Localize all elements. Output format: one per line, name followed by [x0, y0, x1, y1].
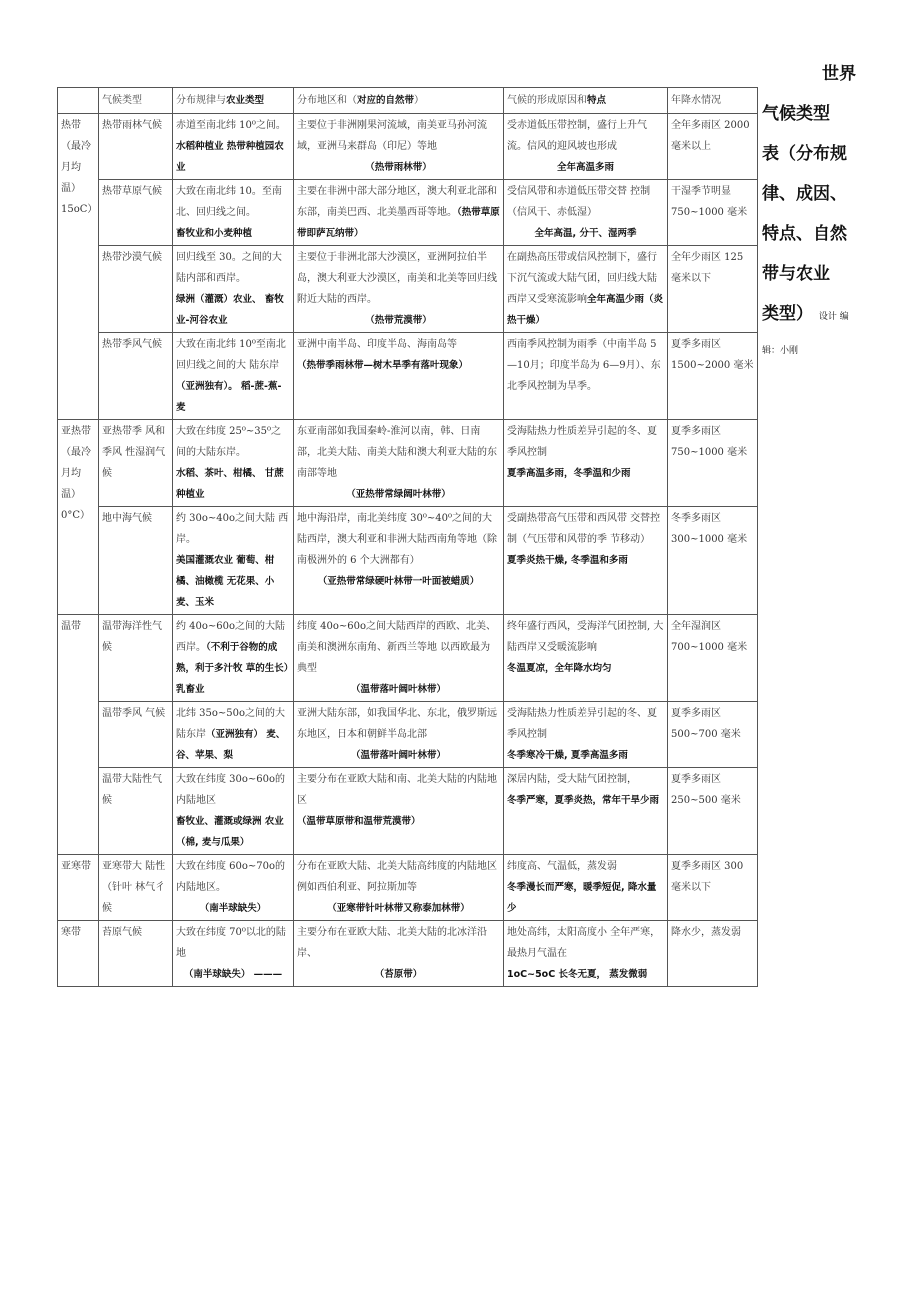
climate-table	[57, 87, 758, 987]
climate-name: 苔原气候	[99, 921, 173, 987]
area-cell: 分布在亚欧大陆、北美大陆高纬度的内陆地区例如西伯利亚、阿拉斯加等 （亚寒带针叶林带又称泰加林带）	[294, 855, 504, 921]
title-line: 类型） 设计 编	[762, 304, 849, 324]
cause-cell: 终年盛行西风，受海洋气团控制, 大陆西岸又受暖流影响 冬温夏凉，全年降水均匀	[504, 615, 668, 702]
header-row	[58, 88, 758, 114]
zone-cell: 亚热带（最冷月均温）0°C）	[58, 420, 99, 615]
climate-name: 热带雨林气候	[99, 114, 173, 180]
precip-cell: 干湿季节明显 750~1000 毫米	[668, 180, 758, 246]
table-row	[58, 615, 758, 702]
header-rule: 分布规律与农业类型	[173, 88, 294, 114]
header-climate: 气候类型	[99, 88, 173, 114]
rule-cell: 大致在南北纬 10⁰至南北回归线之间的大 陆东岸（亚洲独有）。 稻-蔗-蕉-麦	[173, 333, 294, 420]
table-row	[58, 768, 758, 855]
author-credit: 设计 编	[818, 312, 849, 322]
rule-cell: 北纬 35o~50o之间的大陆东岸（亚洲独有） 麦、谷、苹果、梨	[173, 702, 294, 768]
header-zone	[58, 88, 99, 114]
cause-cell: 受海陆热力性质差异引起的冬、夏季风控制 冬季寒冷干燥, 夏季高温多雨	[504, 702, 668, 768]
rule-cell: 回归线至 30。之间的大陆内部和西岸。 绿洲（灌溉）农业、 畜牧业-河谷农业	[173, 246, 294, 333]
climate-name: 温带大陆性气候	[99, 768, 173, 855]
zone-cell: 热带（最冷月均温）15oC）	[58, 114, 99, 420]
cause-cell: 深居内陆，受大陆气团控制， 冬季严寒，夏季炎热，常年干旱少雨	[504, 768, 668, 855]
area-cell: 纬度 40o~60o之间大陆西岸的西欧、北美、南美和澳洲东南角、新西兰等地 以西欧最为典型 （温带落叶阔叶林带）	[294, 615, 504, 702]
table-row	[58, 180, 758, 246]
rule-cell: 赤道至南北纬 10⁰之间。 水稻种植业 热带种植园农业	[173, 114, 294, 180]
cause-cell: 西南季风控制为雨季（中南半岛 5—10月；印度半岛为 6—9月）、东北季风控制为旱季。	[504, 333, 668, 420]
zone-cell: 亚寒带	[58, 855, 99, 921]
area-cell: 主要分布在亚欧大陆和南、北美大陆的内陆地区 （温带草原带和温带荒漠带）	[294, 768, 504, 855]
area-cell: 东亚南部如我国秦岭-淮河以南，韩、日南部，北美大陆、南美大陆和澳大利亚大陆的东南部等地 （亚热带常绿阔叶林带）	[294, 420, 504, 507]
cause-cell: 在副热高压带或信风控制下，盛行下沉气流或大陆气团，回归线大陆西岸又受寒流影响全年高温少雨（炎热干燥）	[504, 246, 668, 333]
climate-name: 地中海气候	[99, 507, 173, 615]
table-row	[58, 420, 758, 507]
title-line: 世界	[822, 64, 856, 84]
precip-cell: 夏季多雨区 250~500 毫米	[668, 768, 758, 855]
area-cell: 主要在非洲中部大部分地区，澳大利亚北部和东部，南美巴西、北美墨西哥等地。（热带草原带即萨瓦纳带）	[294, 180, 504, 246]
rule-cell: 大致在纬度 30o~60o的内陆地区 畜牧业、灌溉或绿洲 农业（棉, 麦与瓜果）	[173, 768, 294, 855]
climate-name: 亚热带季 风和季风 性湿润气 候	[99, 420, 173, 507]
author-credit-cont: 辑：小刚	[762, 346, 799, 356]
title-line: 带与农业	[762, 264, 830, 284]
table-row	[58, 114, 758, 180]
precip-cell: 降水少，蒸发弱	[668, 921, 758, 987]
title-line: 特点、自然	[762, 224, 847, 244]
area-cell: 主要位于非洲北部大沙漠区，亚洲阿拉伯半岛，澳大利亚大沙漠区，南美和北美等回归线附近大陆的西岸。 （热带荒漠带）	[294, 246, 504, 333]
table-row	[58, 921, 758, 987]
climate-name: 温带海洋性气候	[99, 615, 173, 702]
header-area: 分布地区和（对应的自然带）	[294, 88, 504, 114]
precip-cell: 冬季多雨区 300~1000 毫米	[668, 507, 758, 615]
cause-cell: 受信风带和赤道低压带交替 控制（信风干、赤低湿） 全年高温, 分干、湿两季	[504, 180, 668, 246]
rule-cell: 约 40o~60o之间的大陆西岸。（不利于谷物的成熟，利于多汁牧 草的生长）乳畜业	[173, 615, 294, 702]
area-cell: 主要位于非洲刚果河流域，南美亚马孙河流域，亚洲马来群岛（印尼）等地 （热带雨林带）	[294, 114, 504, 180]
rule-cell: 大致在南北纬 10。至南北、回归线之间。 畜牧业和小麦种植	[173, 180, 294, 246]
title-line: 律、成因、	[762, 184, 847, 204]
precip-cell: 夏季多雨区 750~1000 毫米	[668, 420, 758, 507]
cause-cell: 地处高纬，太阳高度小 全年严寒，最热月气温在 1oC~5oC 长冬无夏， 蒸发微弱	[504, 921, 668, 987]
area-cell: 地中海沿岸，南北美纬度 30⁰~40⁰之间的大陆西岸，澳大利亚和非洲大陆西南角等地（除南极洲外的 6 个大洲都有） （亚热带常绿硬叶林带一叶面被蜡质）	[294, 507, 504, 615]
area-cell: 亚洲中南半岛、印度半岛、海南岛等 （热带季雨林带—树木旱季有落叶现象）	[294, 333, 504, 420]
zone-cell: 温带	[58, 615, 99, 855]
cause-cell: 受赤道低压带控制，盛行上升气流。信风的迎风坡也形成 全年高温多雨	[504, 114, 668, 180]
precip-cell: 全年少雨区 125 毫米以下	[668, 246, 758, 333]
precip-cell: 夏季多雨区 300 毫米以下	[668, 855, 758, 921]
precip-cell: 夏季多雨区 1500~2000 毫米	[668, 333, 758, 420]
climate-name: 热带季风气候	[99, 333, 173, 420]
cause-cell: 受副热带高气压带和西风带 交替控制（气压带和风带的季 节移动） 夏季炎热干燥, 冬季温和多雨	[504, 507, 668, 615]
table-row	[58, 855, 758, 921]
table-row	[58, 702, 758, 768]
title-line: 气候类型	[762, 104, 830, 124]
cause-cell: 受海陆热力性质差异引起的冬、夏季风控制 夏季高温多雨，冬季温和少雨	[504, 420, 668, 507]
rule-cell: 大致在纬度 60o~70o的内陆地区。 （南半球缺失）	[173, 855, 294, 921]
table-row	[58, 333, 758, 420]
precip-cell: 全年多雨区 2000 毫米以上	[668, 114, 758, 180]
precip-cell: 夏季多雨区 500~700 毫米	[668, 702, 758, 768]
precip-cell: 全年湿润区 700~1000 毫米	[668, 615, 758, 702]
header-cause: 气候的形成原因和特点	[504, 88, 668, 114]
climate-name: 温带季风 气候	[99, 702, 173, 768]
climate-name: 亚寒带大 陆性（针叶 林气彳候	[99, 855, 173, 921]
document-title	[762, 54, 872, 356]
zone-cell: 寒带	[58, 921, 99, 987]
table-row	[58, 246, 758, 333]
header-precip: 年降水情况	[668, 88, 758, 114]
climate-name: 热带草原气候	[99, 180, 173, 246]
title-line: 表（分布规	[762, 144, 847, 164]
area-cell: 主要分布在亚欧大陆、北美大陆的北冰洋沿岸、 （苔原带）	[294, 921, 504, 987]
table-row	[58, 507, 758, 615]
rule-cell: 大致在纬度 70⁰以北的陆地 （南半球缺失） ———	[173, 921, 294, 987]
cause-cell: 纬度高、气温低，蒸发弱 冬季漫长而严寒，暖季短促, 降水量少	[504, 855, 668, 921]
rule-cell: 约 30o~40o之间大陆 西岸。 美国灌溉农业 葡萄、柑橘、油橄榄 无花果、小麦、玉米	[173, 507, 294, 615]
climate-name: 热带沙漠气候	[99, 246, 173, 333]
rule-cell: 大致在纬度 25⁰~35⁰之间的大陆东岸。 水稻、茶叶、柑橘、 甘蔗种植业	[173, 420, 294, 507]
area-cell: 亚洲大陆东部，如我国华北、东北，俄罗斯远东地区，日本和朝鲜半岛北部 （温带落叶阔叶林带）	[294, 702, 504, 768]
